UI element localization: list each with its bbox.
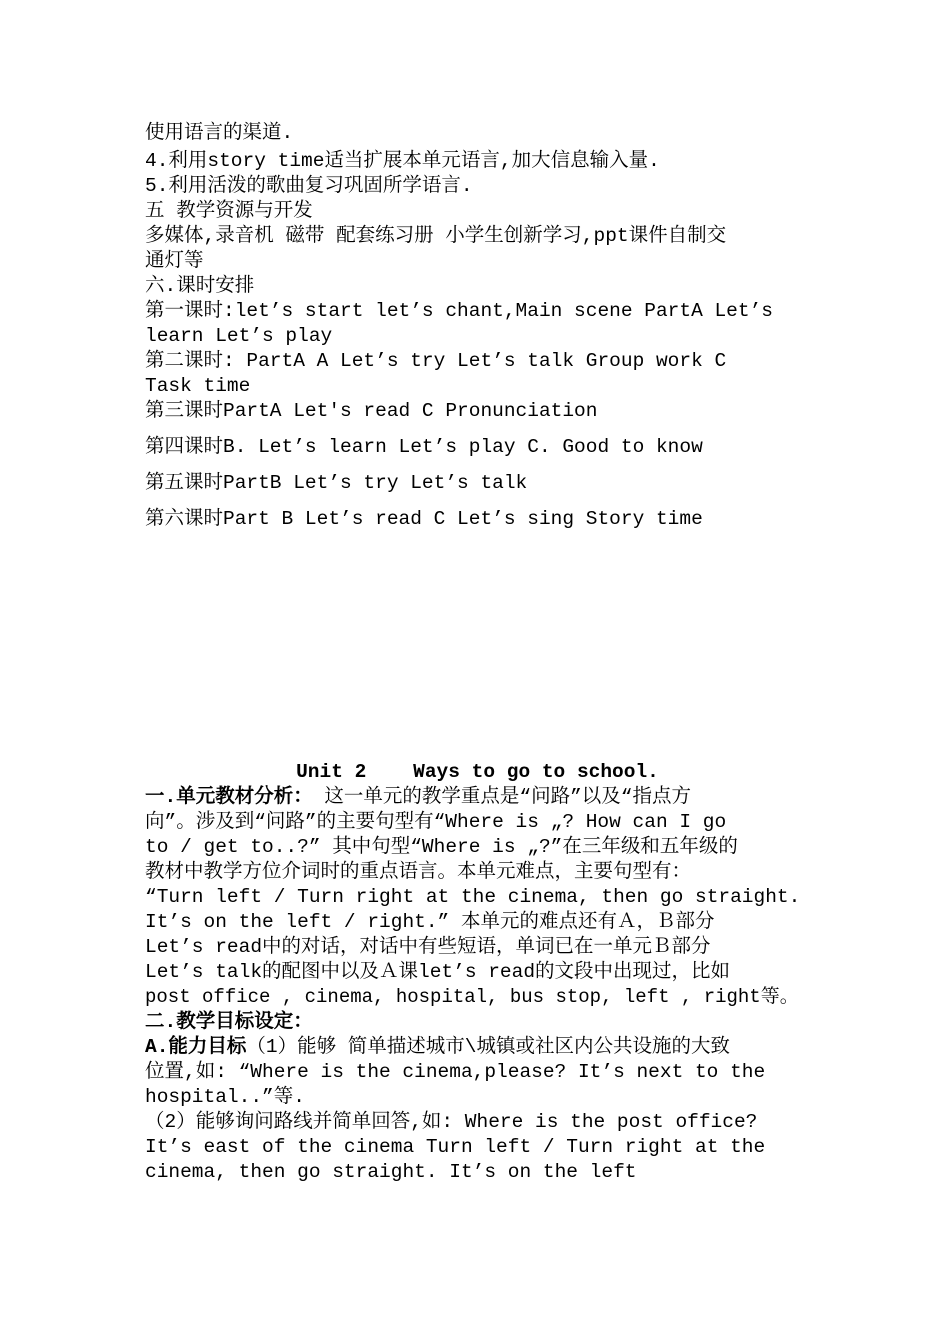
lesson-line: 第二课时: PartA A Let’s try Let’s talk Group work C	[145, 350, 727, 372]
text-line: hospital..”等.	[145, 1086, 305, 1108]
goal-label: A.能力目标	[145, 1036, 247, 1058]
text-line: 4.利用story time适当扩展本单元语言,加大信息输入量.	[145, 150, 660, 172]
text-line: It’s east of the cinema Turn left / Turn right at the	[145, 1136, 766, 1158]
text-line: 5.利用活泼的歌曲复习巩固所学语言.	[145, 175, 473, 197]
text-line: post office , cinema, hospital, bus stop, left , right等。	[145, 986, 799, 1008]
lesson-line: learn Let’s play	[145, 325, 333, 347]
text-line: to / get to..?” 其中句型“Where is „?”在三年级和五年级的	[145, 836, 738, 858]
lesson-line: 第六课时Part B Let’s read C Let’s sing Story time	[145, 508, 703, 530]
lesson-line: Task time	[145, 375, 251, 397]
text-span: 这一单元的教学重点是“问路”以及“指点方	[312, 786, 692, 808]
lesson-line: 第四课时B. Let’s learn Let’s play C. Good to know	[145, 436, 703, 458]
text-line: 教材中教学方位介词时的重点语言。本单元难点，主要句型有：	[145, 861, 692, 883]
text-span: （1）能够 简单描述城市\城镇或社区内公共设施的大致	[246, 1036, 731, 1058]
text-line: （2）能够询问路线并简单回答,如: Where is the post office?	[145, 1111, 758, 1133]
text-line: cinema, then go straight. It’s on the left	[145, 1161, 637, 1183]
text-line: 多媒体,录音机 磁带 配套练习册 小学生创新学习,ppt课件自制交	[145, 225, 727, 247]
section-heading: 一.单元教材分析：	[145, 786, 313, 808]
unit-title: Unit 2 Ways to go to school.	[296, 761, 659, 783]
text-line: 位置,如: “Where is the cinema,please? It’s next to the	[145, 1061, 766, 1083]
section-heading: 六.课时安排	[145, 275, 255, 297]
text-line: 向”。涉及到“问路”的主要句型有“Where is „? How can I go	[145, 811, 727, 833]
text-line: Let’s read中的对话，对话中有些短语，单词已在一单元Ｂ部分	[145, 936, 711, 958]
lesson-line: 第三课时PartA Let's read C Pronunciation	[145, 400, 598, 422]
text-line: It’s on the left / right.” 本单元的难点还有Ａ，Ｂ部分	[145, 911, 715, 933]
lesson-line: 第一课时:let’s start let’s chant,Main scene PartA Let’s	[145, 300, 773, 322]
lesson-line: 第五课时PartB Let’s try Let’s talk	[145, 472, 528, 494]
text-line: “Turn left / Turn right at the cinema, then go straight.	[145, 886, 801, 908]
text-line: 通灯等	[145, 250, 204, 272]
text-line	[145, 1035, 810, 1060]
section-heading: 二.教学目标设定：	[145, 1011, 313, 1033]
text-line: 使用语言的渠道.	[145, 122, 294, 144]
text-line: Let’s talk的配图中以及Ａ课let’s read的文段中出现过，比如	[145, 961, 731, 983]
text-line	[145, 785, 810, 810]
section-heading: 五 教学资源与开发	[145, 200, 313, 222]
